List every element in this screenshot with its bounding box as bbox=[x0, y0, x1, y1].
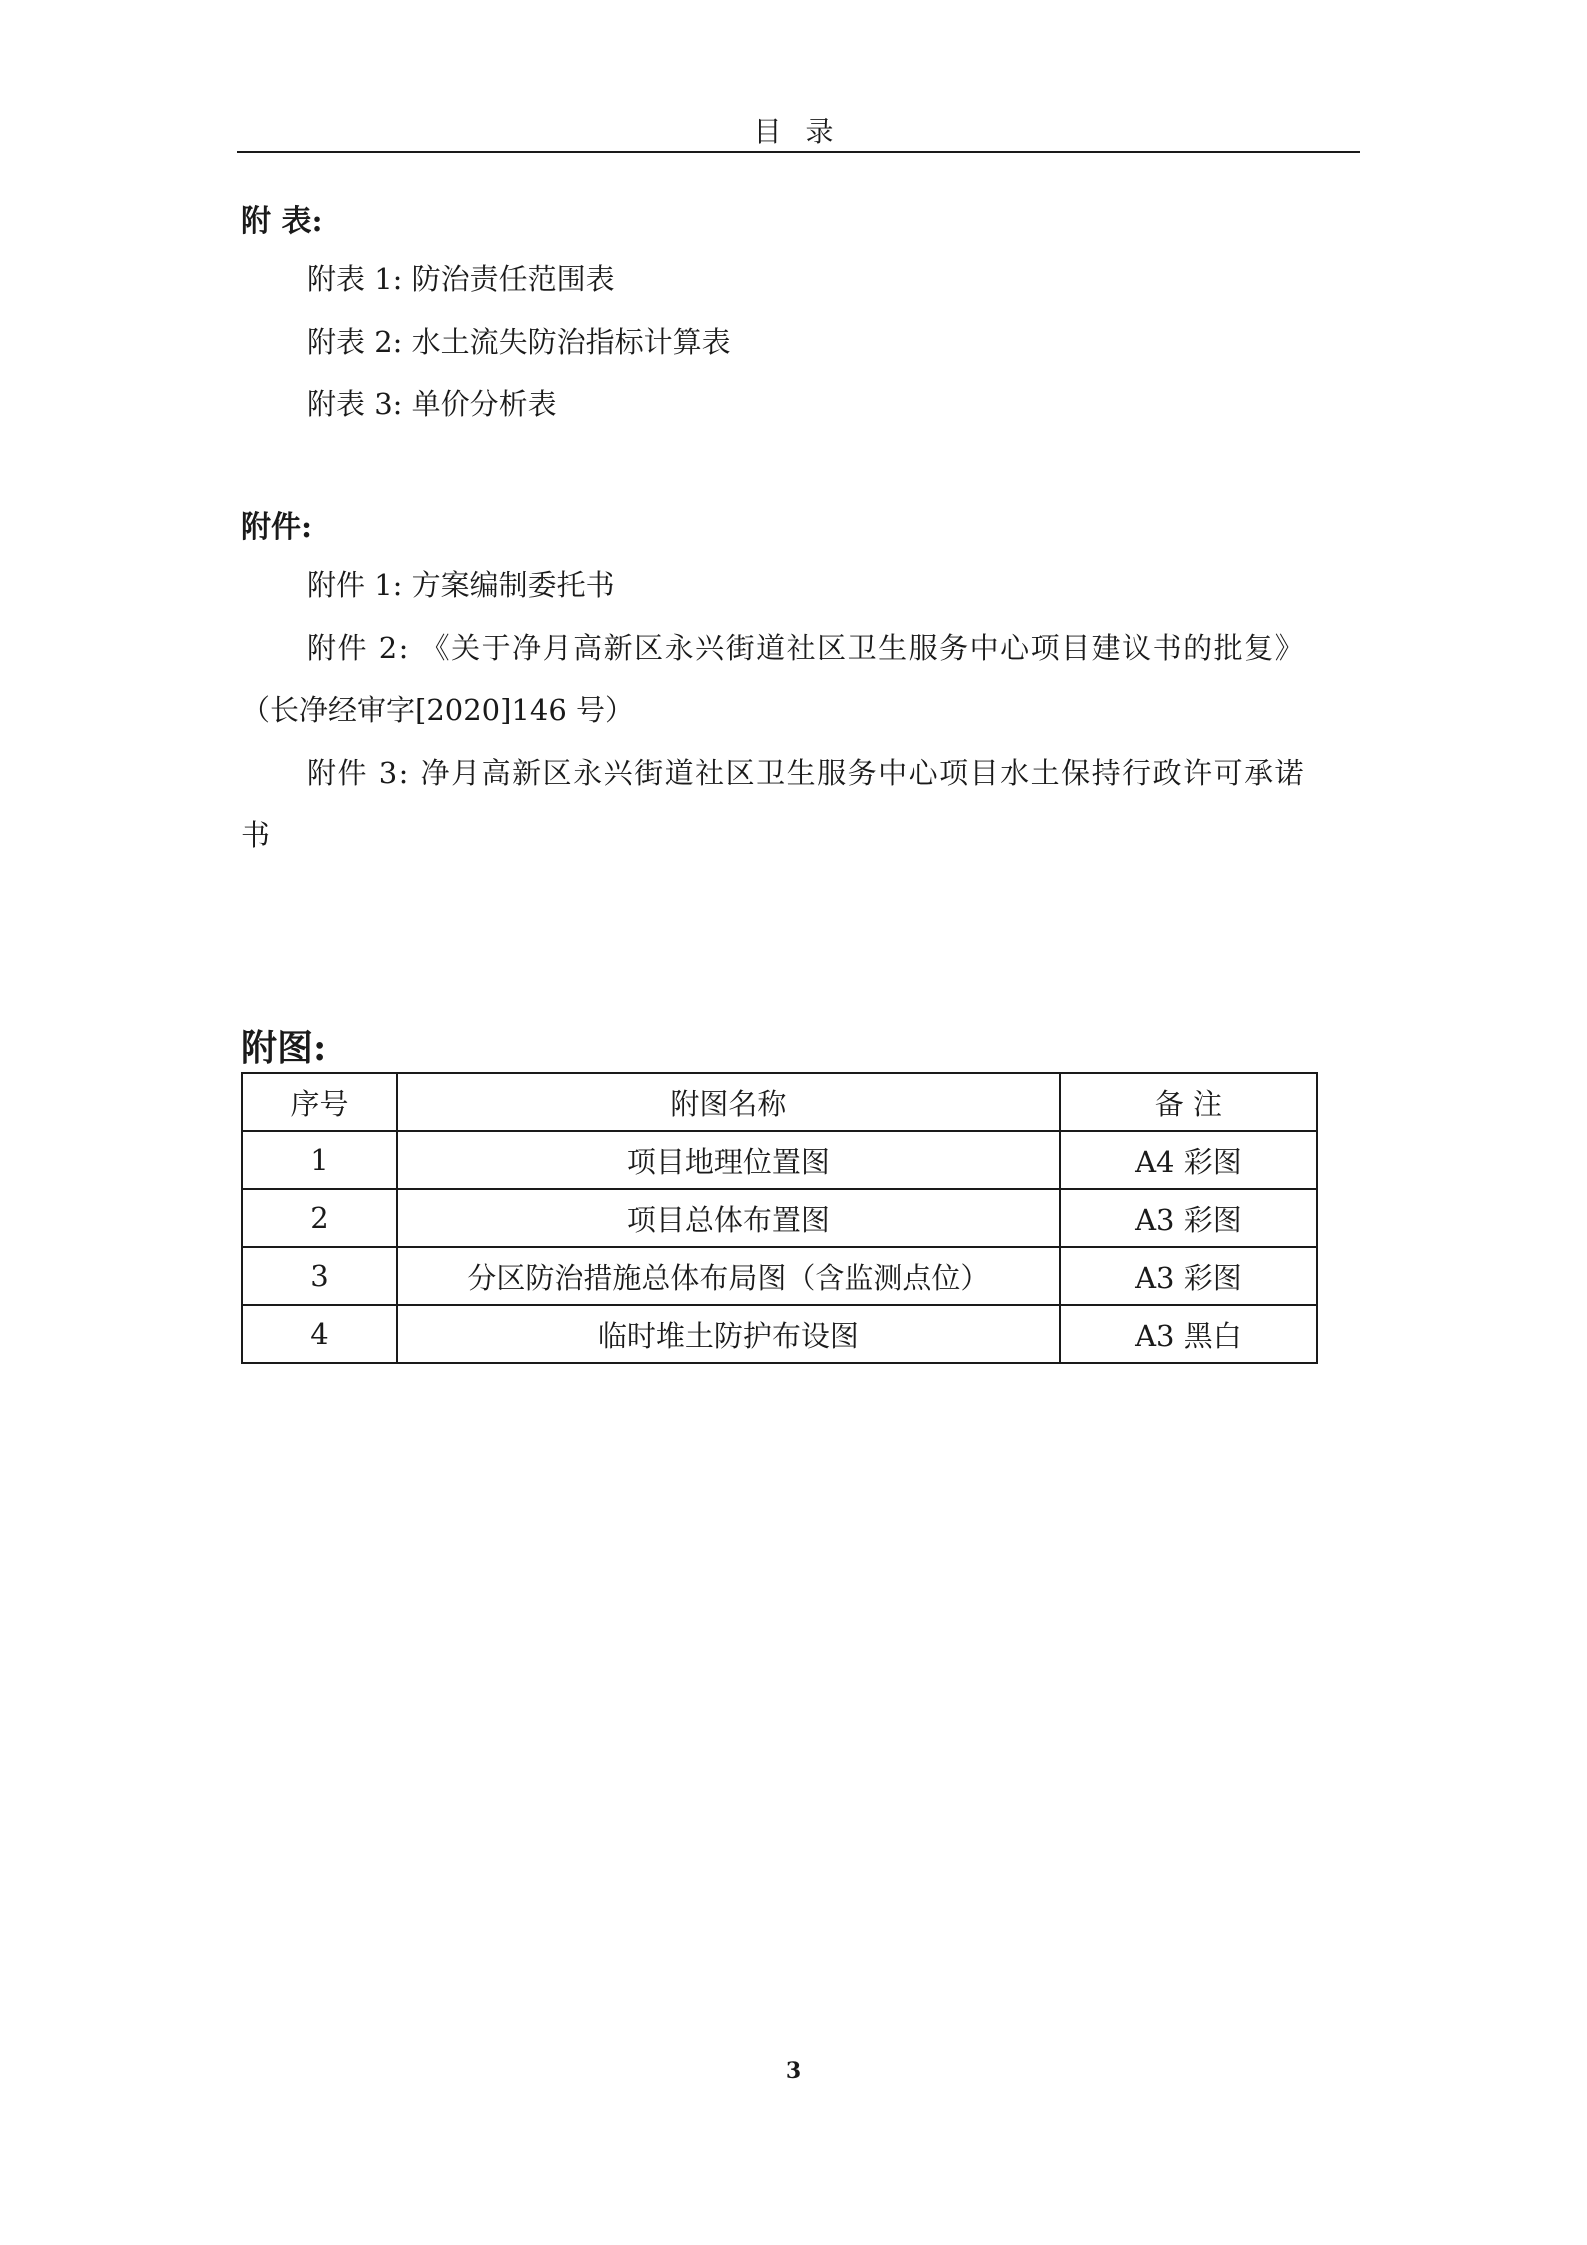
cell-note: A4 彩图 bbox=[1060, 1131, 1317, 1189]
cell-note: A3 彩图 bbox=[1060, 1189, 1317, 1247]
table-row bbox=[242, 1247, 1317, 1305]
attachment-item-3-line-2: 书 bbox=[241, 818, 271, 852]
column-header-note: 备 注 bbox=[1060, 1073, 1317, 1131]
cell-seq: 4 bbox=[242, 1305, 397, 1363]
attachment-item-2-line-2: （长净经审字[2020]146 号） bbox=[241, 693, 635, 727]
cell-note: A3 黑白 bbox=[1060, 1305, 1317, 1363]
attachments-heading: 附件: bbox=[241, 510, 313, 545]
cell-seq: 3 bbox=[242, 1247, 397, 1305]
figures-table bbox=[241, 1072, 1318, 1364]
attached-table-item-1: 附表 1: 防治责任范围表 bbox=[307, 262, 615, 296]
attached-tables-heading: 附 表: bbox=[241, 204, 323, 239]
cell-name: 临时堆土防护布设图 bbox=[397, 1305, 1060, 1363]
figures-heading: 附图: bbox=[241, 1027, 327, 1069]
page-number: 3 bbox=[785, 2058, 802, 2084]
cell-seq: 1 bbox=[242, 1131, 397, 1189]
cell-name: 分区防治措施总体布局图（含监测点位） bbox=[397, 1247, 1060, 1305]
cell-name: 项目总体布置图 bbox=[397, 1189, 1060, 1247]
header-rule bbox=[237, 151, 1360, 153]
page-header-title: 目录 bbox=[753, 115, 858, 148]
cell-name: 项目地理位置图 bbox=[397, 1131, 1060, 1189]
cell-note: A3 彩图 bbox=[1060, 1247, 1317, 1305]
cell-seq: 2 bbox=[242, 1189, 397, 1247]
table-header-row bbox=[242, 1073, 1317, 1131]
table-row bbox=[242, 1131, 1317, 1189]
attachment-item-1: 附件 1: 方案编制委托书 bbox=[307, 568, 615, 602]
column-header-name: 附图名称 bbox=[397, 1073, 1060, 1131]
attached-table-item-3: 附表 3: 单价分析表 bbox=[307, 387, 557, 421]
table-row bbox=[242, 1189, 1317, 1247]
column-header-seq: 序号 bbox=[242, 1073, 397, 1131]
attachment-item-3-line-1: 附件 3: 净月高新区永兴街道社区卫生服务中心项目水土保持行政许可承诺 bbox=[307, 756, 1306, 790]
attached-table-item-2: 附表 2: 水土流失防治指标计算表 bbox=[307, 325, 731, 359]
table-row bbox=[242, 1305, 1317, 1363]
attachment-item-2-line-1: 附件 2: 《关于净月高新区永兴街道社区卫生服务中心项目建议书的批复》 bbox=[307, 631, 1306, 665]
